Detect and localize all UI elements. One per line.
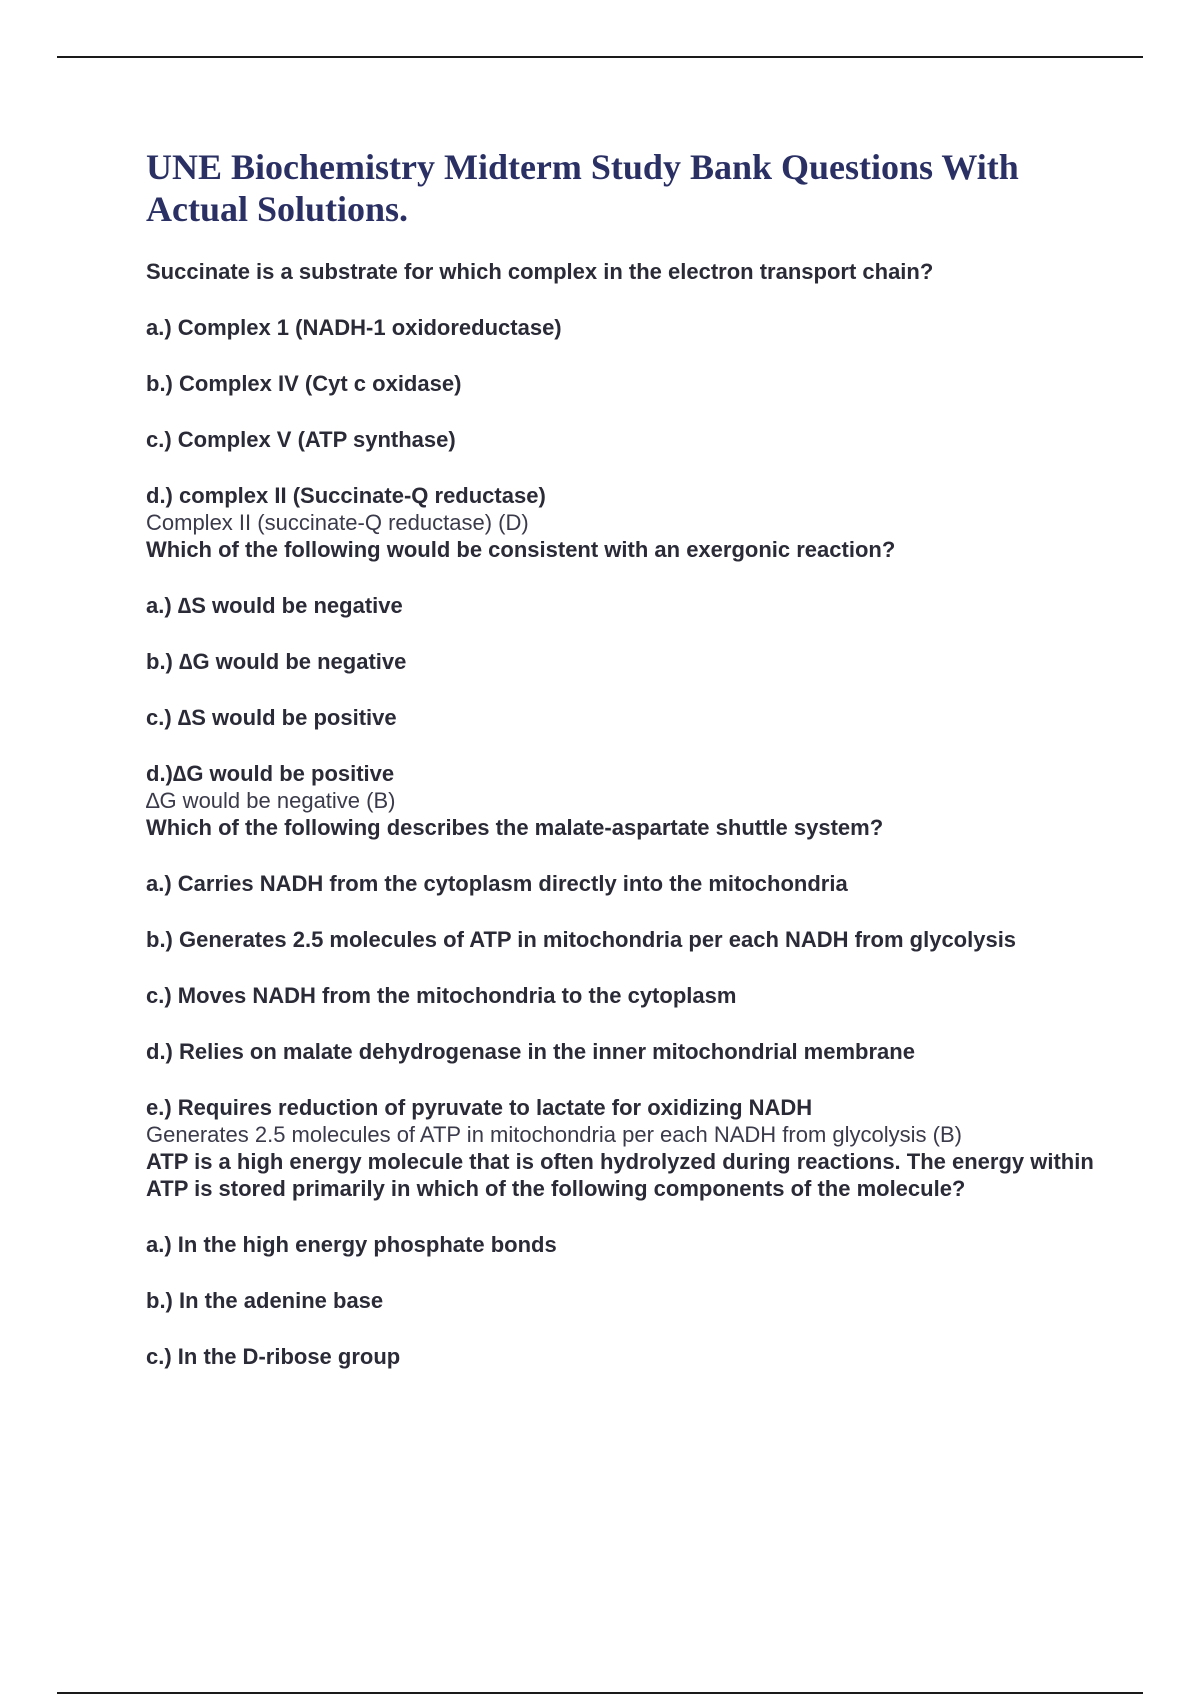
question-block-4: [146, 1148, 1106, 1370]
option-c: c.) In the D-ribose group: [146, 1344, 401, 1369]
answer-text: Complex II (succinate-Q reductase) (D): [146, 510, 529, 535]
option-d: d.) complex II (Succinate-Q reductase): [146, 483, 546, 508]
question-text: Which of the following describes the malate-aspartate shuttle system?: [146, 815, 884, 840]
option-a: a.) Carries NADH from the cytoplasm directly into the mitochondria: [146, 871, 848, 896]
option-b: b.) In the adenine base: [146, 1288, 384, 1313]
option-a: a.) ∆S would be negative: [146, 593, 403, 618]
option-d: d.)∆G would be positive: [146, 761, 395, 786]
answer-text: Generates 2.5 molecules of ATP in mitochondria per each NADH from glycolysis (B): [146, 1122, 962, 1147]
option-a: a.) Complex 1 (NADH-1 oxidoreductase): [146, 315, 562, 340]
answer-text: ∆G would be negative (B): [146, 788, 396, 813]
option-c: c.) ∆S would be positive: [146, 705, 397, 730]
option-a: a.) In the high energy phosphate bonds: [146, 1232, 557, 1257]
option-b: b.) Generates 2.5 molecules of ATP in mitochondria per each NADH from glycolysis: [146, 927, 1017, 952]
bottom-rule: [57, 1692, 1143, 1694]
option-c: c.) Moves NADH from the mitochondria to the cytoplasm: [146, 983, 737, 1008]
question-block-1: [146, 258, 1106, 536]
top-rule: [57, 56, 1143, 58]
question-text: Succinate is a substrate for which complex in the electron transport chain?: [146, 259, 934, 284]
option-d: d.) Relies on malate dehydrogenase in the inner mitochondrial membrane: [146, 1039, 915, 1064]
option-b: b.) Complex IV (Cyt c oxidase): [146, 371, 462, 396]
option-c: c.) Complex V (ATP synthase): [146, 427, 456, 452]
question-text: Which of the following would be consistent with an exergonic reaction?: [146, 537, 896, 562]
option-b: b.) ∆G would be negative: [146, 649, 407, 674]
document-title: UNE Biochemistry Midterm Study Bank Questions With Actual Solutions.: [146, 147, 1019, 229]
option-e: e.) Requires reduction of pyruvate to lactate for oxidizing NADH: [146, 1095, 813, 1120]
question-block-2: [146, 536, 1106, 814]
question-text: ATP is a high energy molecule that is often hydrolyzed during reactions. The energy within ATP is stored primarily in which of the following components of the molecule?: [146, 1149, 1094, 1201]
document-body: [146, 146, 1106, 1370]
question-block-3: [146, 814, 1106, 1148]
